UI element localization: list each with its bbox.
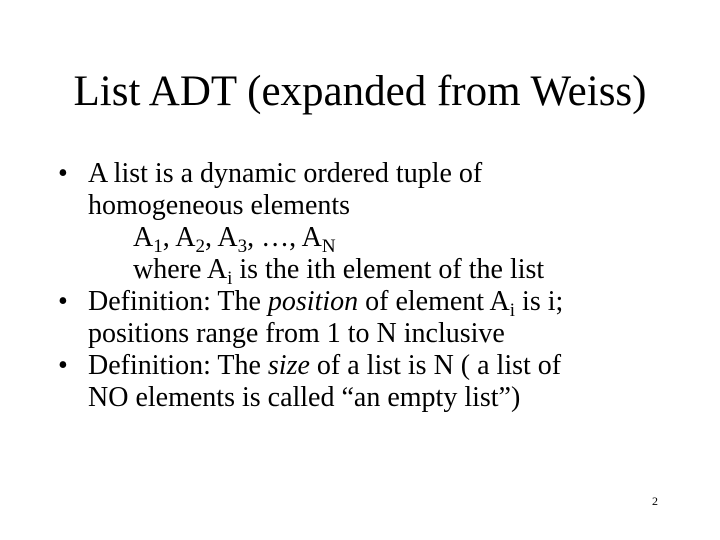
bullet3-line1 <box>88 350 678 382</box>
bullet1-line1: A list is a dynamic ordered tuple of <box>88 158 483 189</box>
bullet2-pre: Definition: The <box>88 286 268 317</box>
bullet3-post: of a list is N ( a list of <box>309 350 562 381</box>
bullet2-sub: i <box>509 300 516 321</box>
where-line <box>88 254 678 289</box>
bullet-icon: • <box>58 158 68 189</box>
slide-body <box>58 158 678 414</box>
bullet2-mid: of element A <box>358 286 510 317</box>
bullet2-line2: positions range from 1 to N inclusive <box>88 318 505 349</box>
slide-title: List ADT (expanded from Weiss) <box>73 68 647 115</box>
element-sequence <box>88 222 678 257</box>
bullet2-em: position <box>267 286 359 317</box>
bullet2-post: is i; <box>515 286 564 317</box>
seq-a4: A <box>301 222 322 253</box>
bullet3-pre: Definition: The <box>88 350 268 381</box>
bullet3-em: size <box>267 350 310 381</box>
seq-sub2: 2 <box>195 236 205 257</box>
seq-sub1: 1 <box>153 236 163 257</box>
bullet1-line2: homogeneous elements <box>88 190 351 221</box>
seq-a2: A <box>175 222 196 253</box>
seq-sep3: , …, <box>247 222 302 253</box>
where-sub: i <box>227 268 233 289</box>
bullet-list-definition <box>58 158 678 289</box>
page-number: 2 <box>652 494 658 508</box>
bullet-icon: • <box>58 286 68 317</box>
seq-a3: A <box>217 222 238 253</box>
seq-sub3: 3 <box>237 236 248 257</box>
seq-a1: A <box>133 222 154 253</box>
bullet-size-definition <box>58 350 678 414</box>
bullet2-line1 <box>88 286 678 321</box>
seq-sub4: N <box>321 236 336 257</box>
bullet-icon: • <box>58 350 68 381</box>
where-pre: where A <box>133 254 228 285</box>
seq-sep1: , <box>162 222 176 253</box>
seq-sep2: , <box>204 222 218 253</box>
where-post: is the ith element of the list <box>232 254 545 285</box>
bullet3-line2: NO elements is called “an empty list”) <box>88 382 521 413</box>
bullet-position-definition <box>58 286 678 350</box>
